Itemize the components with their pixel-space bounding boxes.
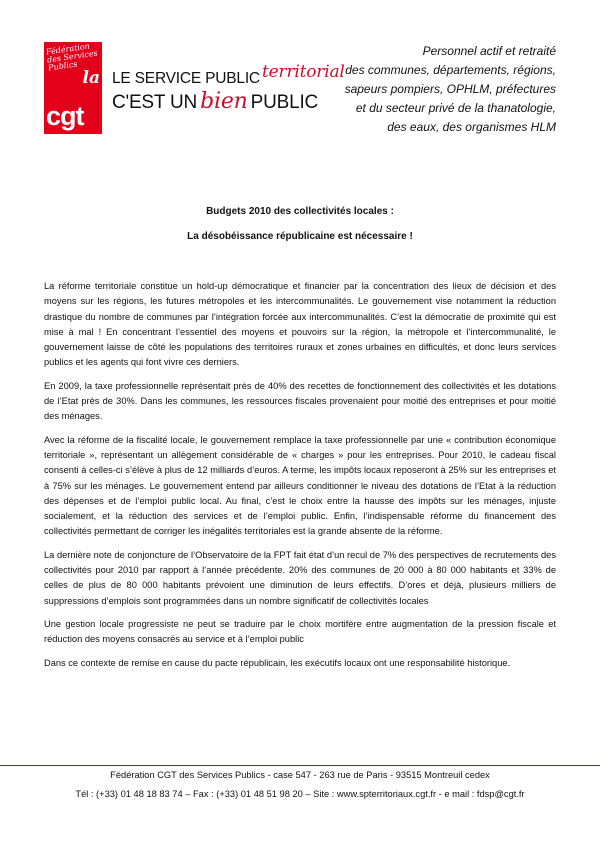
footer-divider — [0, 765, 600, 766]
slogan-line-2-text-a: C'EST UN — [112, 92, 198, 113]
document-body — [44, 279, 556, 679]
header-line: Personnel actif et retraité — [422, 44, 556, 58]
cgt-logo — [44, 42, 102, 134]
document-subtitle: La désobéissance républicaine est nécessaire ! — [187, 231, 413, 242]
header-line: des eaux, des organismes HLM — [387, 120, 556, 134]
slogan-line-1 — [112, 62, 345, 88]
header-scope-text — [345, 42, 556, 137]
footer-address: Fédération CGT des Services Publics - case 547 - 263 rue de Paris - 93515 Montreuil cedex — [110, 770, 490, 780]
document-title: Budgets 2010 des collectivités locales : — [206, 206, 394, 217]
slogan-line-2 — [112, 89, 318, 114]
slogan-line-2-script: bien — [200, 89, 248, 114]
body-paragraph: La dernière note de conjoncture de l’Observatoire de la FPT fait état d’un recul de 7% des perspectives de recrutements des collectivités pour 2010 par rapport à l’année précédente. 20% des communes de 20 000 à 80 000 habitants et 33% de celles de plus de 80 000 habitants prévoient une diminution de leurs effectifs. D’ores et déjà, plusieurs milliers de suppressions d’emplois sont programmées dans un nombre significatif de collectivités locales — [44, 549, 556, 606]
logo-federation-text: Fédération des Services Publics — [45, 41, 99, 73]
body-paragraph: En 2009, la taxe professionnelle représentait près de 40% des recettes de fonctionnement des collectivités et les dotations de l’Etat près de 30%. Dans les communes, les ressources fiscales provenaient pour moitié des entreprises et pour moitié des ménages. — [44, 380, 556, 422]
logo-cgt-text: cgt — [46, 101, 84, 131]
header-line: sapeurs pompiers, OPHLM, préfectures — [344, 82, 556, 96]
body-paragraph: Avec la réforme de la fiscalité locale, le gouvernement remplace la taxe professionnelle par une « contribution économique territoriale », représentant un allègement considérable de « charges » pour les entreprises. Pour 2010, le cadeau fiscal consenti à celles-ci s’élève à plus de 12 milliards d’euros. A terme, les impôts locaux reposeront à 25% sur les entreprises et à 75% sur les ménages. Le gouvernement entend par ailleurs conditionner le niveau des dotations de l’Etat à la réduction des dépenses et de l’emploi public local. Au final, c’est le choix entre la hausse des impôts sur les ménages, injuste socialement, et la réduction des services et de l’emploi public. Enfin, l’indispensable réforme du financement des collectivités permettant de corriger les inégalités territoriales est la grande absente de la réforme. — [44, 434, 556, 537]
slogan-line-1-text: LE SERVICE PUBLIC — [112, 70, 260, 87]
logo-la-text: la — [82, 68, 100, 88]
body-paragraph: La réforme territoriale constitue un hold-up démocratique et financier par la concentration des lieux de décision et des moyens sur les régions, les futures métropoles et les intercommunalités. Le gouvernement vise notamment la réduction drastique du nombre de communes par l’intégration forcée aux intercommunalités. C’est la démocratie de proximité qui est mise à mal ! En concentrant l’essentiel des moyens et pouvoirs sur la région, la métropole et l’intercommunalité, le gouvernement laisse de côté les populations des territoires ruraux et zones urbaines en difficultés, et donc leurs services publics et les agents qui font vivre ces derniers. — [44, 281, 556, 368]
header-line: et du secteur privé de la thanatologie, — [355, 101, 556, 115]
footer-contact: Tél : (+33) 01 48 18 83 74 – Fax : (+33) 01 48 51 98 20 – Site : www.spterritoriaux.cgt.fr - e mail : fdsp@cgt.fr — [75, 789, 525, 799]
body-paragraph: Une gestion locale progressiste ne peut se traduire par le choix mortifère entre augmentation de la pression fiscale et réduction des moyens consacrés au service et à l’emploi public — [44, 618, 556, 645]
slogan-line-1-script: territorial — [262, 62, 345, 82]
body-paragraph: Dans ce contexte de remise en cause du pacte républicain, les exécutifs locaux ont une responsabilité historique. — [44, 657, 511, 668]
slogan-line-2-text-b: PUBLIC — [250, 92, 319, 113]
header-line: des communes, départements, régions, — [345, 63, 556, 77]
